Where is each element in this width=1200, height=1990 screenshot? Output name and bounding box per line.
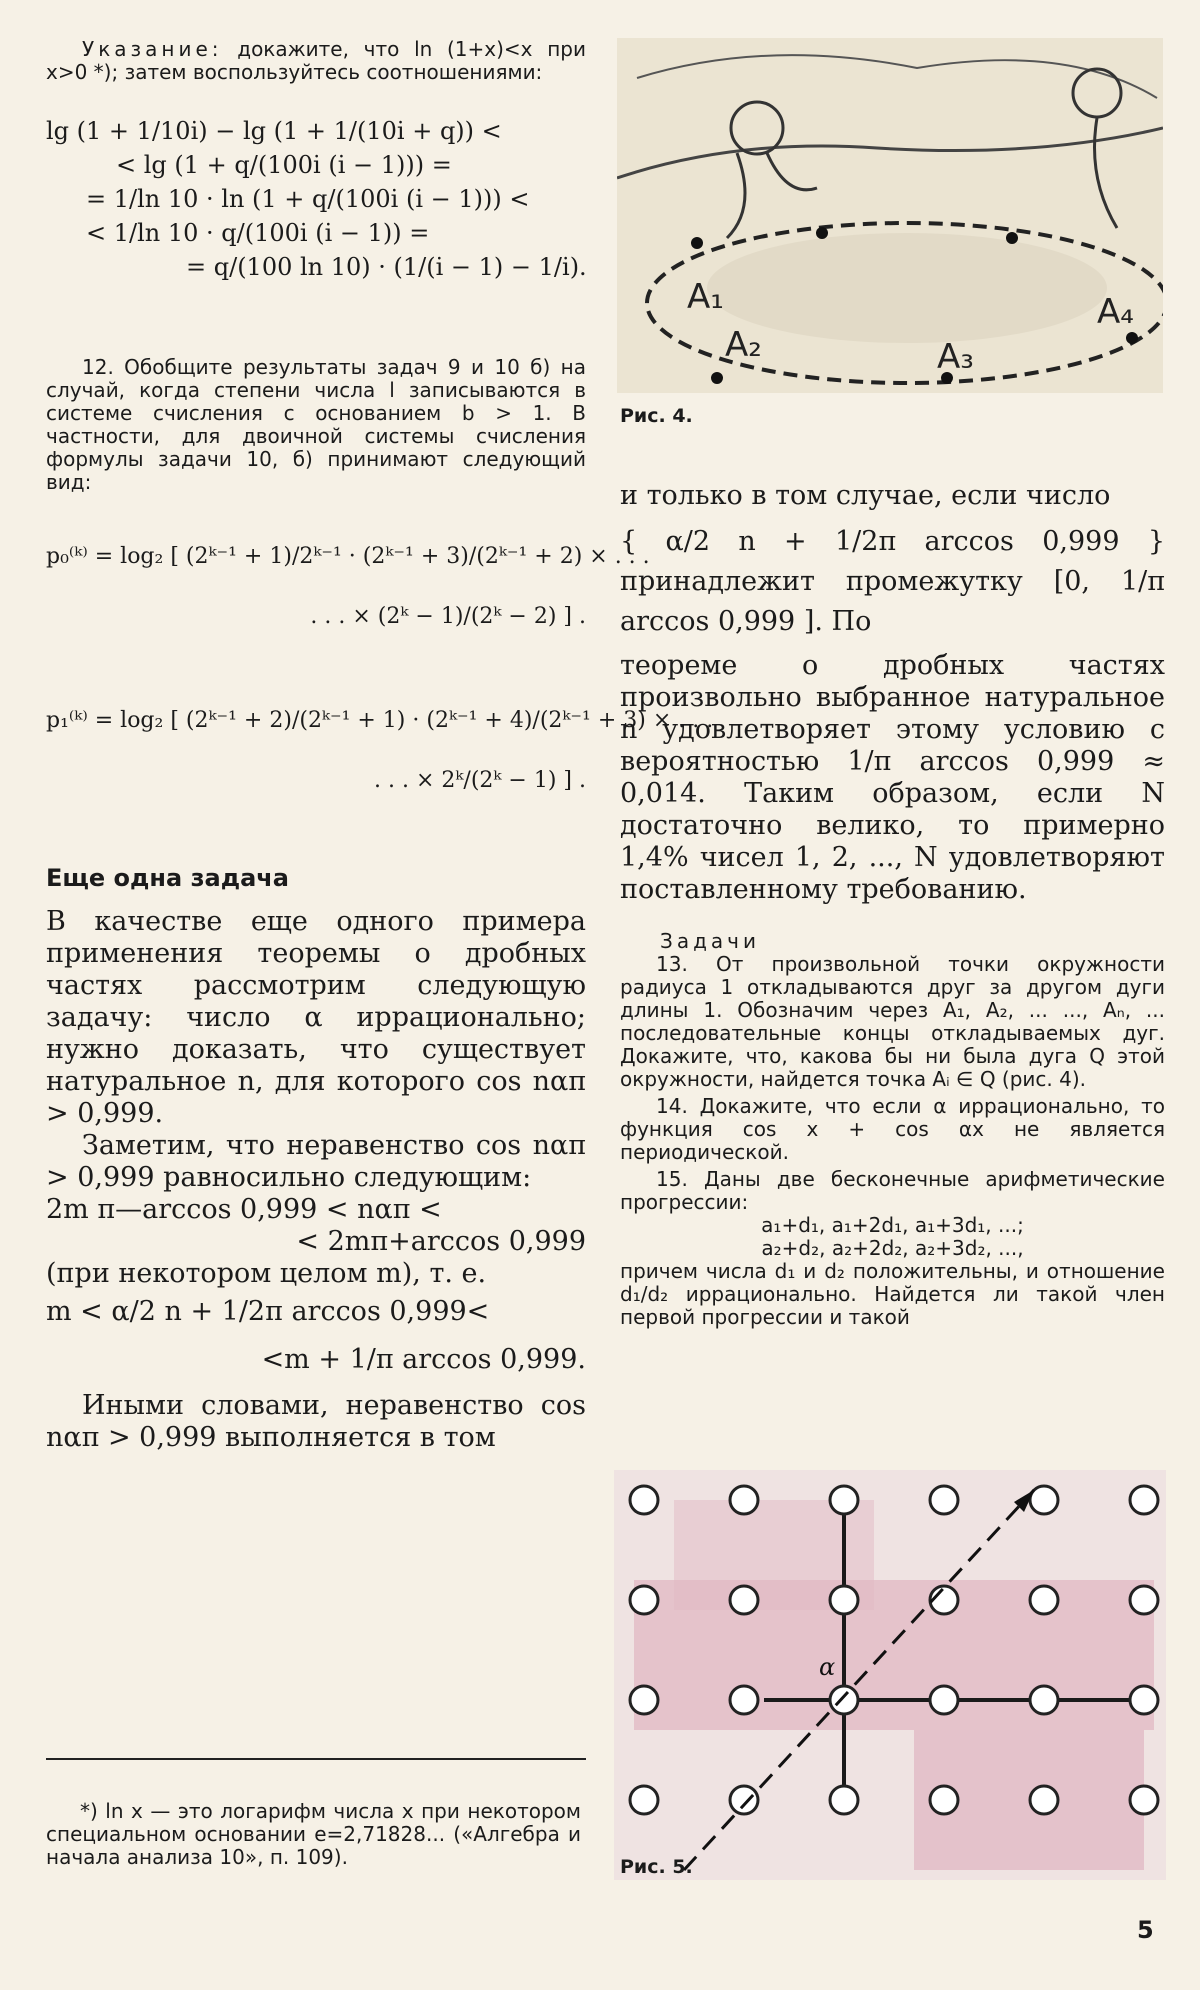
lattice-point — [830, 1586, 858, 1614]
hint-math-block — [46, 114, 586, 284]
hint-math-line-5: = q/(100 ln 10) · (1/(i − 1) − 1/i). — [186, 253, 587, 281]
formula-p0-line-2: . . . × (2ᵏ − 1)/(2ᵏ − 2) ] . — [310, 604, 586, 629]
tasks-heading: Задачи — [660, 929, 760, 953]
lattice-point — [1030, 1786, 1058, 1814]
page-number: 5 — [1137, 1916, 1154, 1944]
lattice-point — [1130, 1786, 1158, 1814]
lattice-point — [730, 1586, 758, 1614]
formula-p0 — [46, 540, 650, 634]
footnote: *) ln x — это логарифм числа x при некотором специальном основании e=2,71828... («Алгебра и начала анализа 10», п. 109). — [46, 1799, 581, 1869]
hint-text: докажите, что ln (1+x)<x при x>0 *); затем воспользуйтесь соотношениями: — [46, 37, 586, 84]
lattice-point — [630, 1686, 658, 1714]
hint-math-line-3: = 1/ln 10 · ln (1 + q/(100i (i − 1))) < — [86, 185, 530, 213]
hint-label: Указание: — [82, 37, 223, 61]
lattice-point — [1130, 1686, 1158, 1714]
section-paragraph-1: В качестве еще одного примера применения теоремы о дробных частях рассмотрим следующую задачу: число α иррационально; нужно доказать, что существует натуральное n, для которого cos nαπ > 0,999. — [46, 906, 586, 1129]
hint-math-line-4: < 1/ln 10 · q/(100i (i − 1)) = — [86, 219, 430, 247]
figure-4 — [617, 38, 1163, 393]
figure-5-caption: Рис. 5. — [620, 1856, 693, 1878]
figure-4-label-a2: A₂ — [725, 325, 762, 365]
section-paragraph-4: Иными словами, неравенство cos nαπ > 0,999 выполняется в том — [46, 1390, 586, 1453]
problem-15-continued: причем числа d₁ и d₂ положительны, и отношение d₁/d₂ иррационально. Найдется ли такой член первой прогрессии и такой — [620, 1259, 1165, 1329]
lattice-point — [1130, 1486, 1158, 1514]
continuation-paragraph-1: и только в том случае, если число — [620, 480, 1111, 511]
figure-4-label-a4: A₄ — [1097, 292, 1134, 332]
lattice-point — [930, 1786, 958, 1814]
hint-paragraph — [46, 38, 586, 84]
figure-4-label-a3: A₃ — [937, 337, 974, 377]
figure-4-illustration — [617, 38, 1163, 393]
inequality-line-1: 2m π—arccos 0,999 < nαπ < — [46, 1194, 442, 1225]
figure-4-caption: Рис. 4. — [620, 405, 693, 427]
formula-p0-line-1: p₀⁽ᵏ⁾ = log₂ [ (2ᵏ⁻¹ + 1)/2ᵏ⁻¹ · (2ᵏ⁻¹ + 3)/(2ᵏ⁻¹ + 2) × . . . — [46, 544, 650, 569]
lattice-point — [930, 1486, 958, 1514]
figure-4-label-a1: A₁ — [687, 277, 724, 317]
lattice-point — [630, 1486, 658, 1514]
figure-5 — [614, 1470, 1166, 1880]
inequality2-line-2: <m + 1/π arccos 0,999. — [261, 1344, 586, 1375]
lattice-point — [1030, 1586, 1058, 1614]
hint-math-line-1: lg (1 + 1/10i) − lg (1 + 1/(10i + q)) < — [46, 117, 502, 145]
lattice-point — [930, 1686, 958, 1714]
right-column-text — [620, 480, 1165, 1329]
section-paragraph-2: Заметим, что неравенство cos nαπ > 0,999 равносильно следующим: — [46, 1130, 586, 1193]
continuation-paragraph-2: теореме о дробных частях произвольно выбранное натуральное n удовлетворяет этому условию с вероятностью 1/π arccos 0,999 ≈ 0,014. Таким образом, если N достаточно велико, то примерно 1,4% чисел 1, 2, ..., N удовлетворяют поставленному требованию. — [620, 650, 1165, 905]
lattice-point — [730, 1686, 758, 1714]
lattice-point — [630, 1786, 658, 1814]
lattice-point — [830, 1486, 858, 1514]
continuation-fraction: { α/2 n + 1/2π arccos 0,999 } принадлежит промежутку [0, 1/π arccos 0,999 ]. По — [620, 526, 1165, 637]
figure-5-illustration — [614, 1470, 1166, 1880]
section-paragraph-3: (при некотором целом m), т. е. — [46, 1258, 487, 1289]
problem-12: 12. Обобщите результаты задач 9 и 10 б) на случай, когда степени числа l записываются в системе счисления с основанием b > 1. В частности, для двоичной системы счисления формулы задачи 10, б) принимают следующий вид: — [46, 355, 586, 494]
inequality2-line-1: m < α/2 n + 1/2π arccos 0,999< — [46, 1296, 490, 1327]
footnote-rule — [46, 1758, 586, 1760]
figure-5-alpha: α — [819, 1653, 836, 1681]
inequality2-block — [46, 1296, 586, 1376]
lattice-point — [830, 1686, 858, 1714]
inequality-line-2: < 2mπ+arccos 0,999 — [296, 1226, 586, 1257]
problem-15: 15. Даны две бесконечные арифметические прогрессии: — [620, 1167, 1165, 1214]
section-heading: Еще одна задача — [46, 864, 289, 892]
progression-1: a₁+d₁, a₁+2d₁, a₁+3d₁, ...; — [761, 1213, 1024, 1237]
lattice-point — [630, 1586, 658, 1614]
hint-math-line-2: < lg (1 + q/(100i (i − 1))) = — [116, 151, 452, 179]
problem-14: 14. Докажите, что если α иррационально, то функция cos x + cos αx не является периодической. — [620, 1094, 1165, 1164]
formula-p1-line-2: . . . × 2ᵏ/(2ᵏ − 1) ] . — [374, 768, 586, 793]
formula-p1-line-1: p₁⁽ᵏ⁾ = log₂ [ (2ᵏ⁻¹ + 2)/(2ᵏ⁻¹ + 1) · (2ᵏ⁻¹ + 4)/(2ᵏ⁻¹ + 3) × . . . — [46, 708, 714, 733]
lattice-point — [1130, 1586, 1158, 1614]
lattice-point — [730, 1486, 758, 1514]
formula-p1 — [46, 704, 714, 798]
lattice-point — [730, 1786, 758, 1814]
inequality-block — [46, 1194, 586, 1258]
problem-13: 13. От произвольной точки окружности радиуса 1 откладываются друг за другом дуги длины 1. Обозначим через A₁, A₂, ... ..., Aₙ, ... последовательные концы откладываемых дуг. Докажите, что, какова бы ни была дуга Q этой окружности, найдется точка Aᵢ ∈ Q (рис. 4). — [620, 952, 1165, 1091]
lattice-point — [830, 1786, 858, 1814]
progression-2: a₂+d₂, a₂+2d₂, a₂+3d₂, ..., — [761, 1236, 1024, 1260]
lattice-point — [1030, 1686, 1058, 1714]
